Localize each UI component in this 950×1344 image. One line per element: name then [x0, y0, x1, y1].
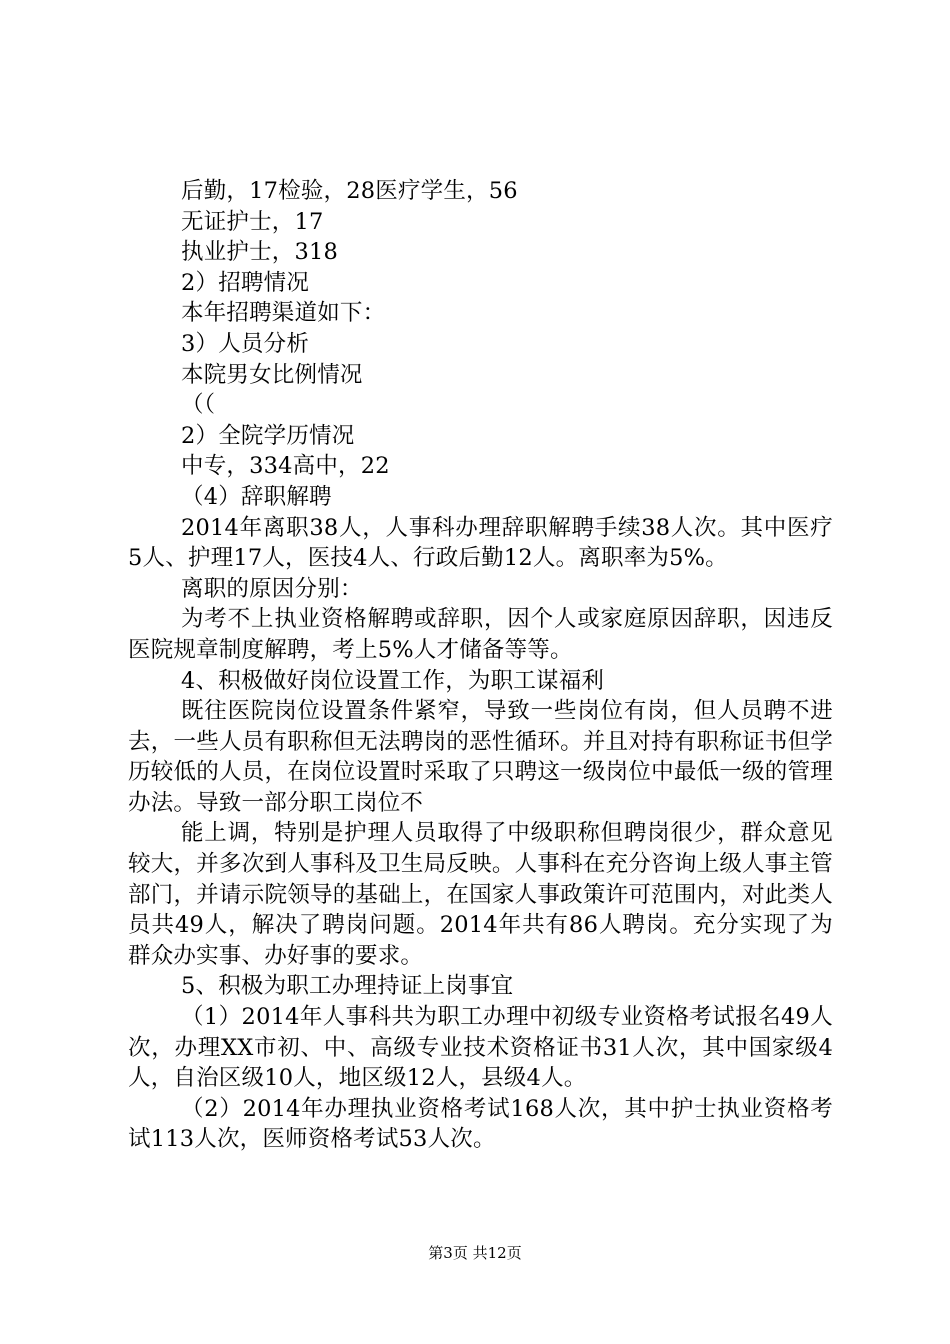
text-line: 离职的原因分别：	[181, 575, 363, 602]
text-line: 本年招聘渠道如下：	[181, 300, 386, 327]
text-line: 无证护士，17	[181, 208, 324, 235]
paragraph-reasons: 为考不上执业资格解聘或辞职，因个人或家庭原因辞职，因违反医院规章制度解聘，考上5%人才储备等等。	[128, 606, 833, 663]
paragraph-resignation: 2014年离职38人，人事科办理辞职解聘手续38人次。其中医疗5人、护理17人，医技4人、行政后勤12人。离职率为5%。	[128, 514, 833, 572]
section-heading: 2）全院学历情况	[181, 422, 355, 449]
paragraph-positions: 既往医院岗位设置条件紧窄，导致一些岗位有岗，但人员聘不进去，一些人员有职称但无法聘岗的恶性循环。并且对持有职称证书但学历较低的人员，在岗位设置时采取了只聘这一级岗位中最低一级的管理办法。导致一部分职工岗位不	[128, 698, 833, 816]
section-heading: 2）招聘情况	[181, 269, 310, 296]
paragraph-certification-2: （2）2014年办理执业资格考试168人次，其中护士执业资格考试113人次，医师资格考试53人次。	[128, 1095, 833, 1153]
text-line: 执业护士，318	[181, 239, 339, 266]
text-line: 中专，334高中，22	[181, 453, 390, 480]
document-body	[128, 176, 833, 1155]
text-line: 后勤，17检验，28医疗学生，56	[181, 178, 518, 204]
section-heading: 3）人员分析	[181, 330, 310, 357]
section-heading: 5、积极为职工办理持证上岗事宜	[181, 973, 514, 1000]
section-heading: （4）辞职解聘	[181, 483, 332, 510]
page-number: 第3页 共12页	[428, 1244, 522, 1262]
text-line: 本院男女比例情况	[181, 361, 363, 388]
section-heading: 4、积极做好岗位设置工作，为职工谋福利	[181, 667, 605, 694]
text-line: （（	[181, 392, 216, 419]
paragraph-positions-continued: 能上调，特别是护理人员取得了中级职称但聘岗很少，群众意见较大，并多次到人事科及卫生局反映。人事科在充分咨询上级人事主管部门，并请示院领导的基础上，在国家人事政策许可范围内，对此类人员共49人，解决了聘岗问题。2014年共有86人聘岗。充分实现了为群众办实事、办好事的要求。	[128, 820, 833, 969]
paragraph-certification-1: （1）2014年人事科共为职工办理中初级专业资格考试报名49人次，办理XX市初、中、高级专业技术资格证书31人次，其中国家级4人，自治区级10人，地区级12人，县级4人。	[128, 1004, 833, 1092]
